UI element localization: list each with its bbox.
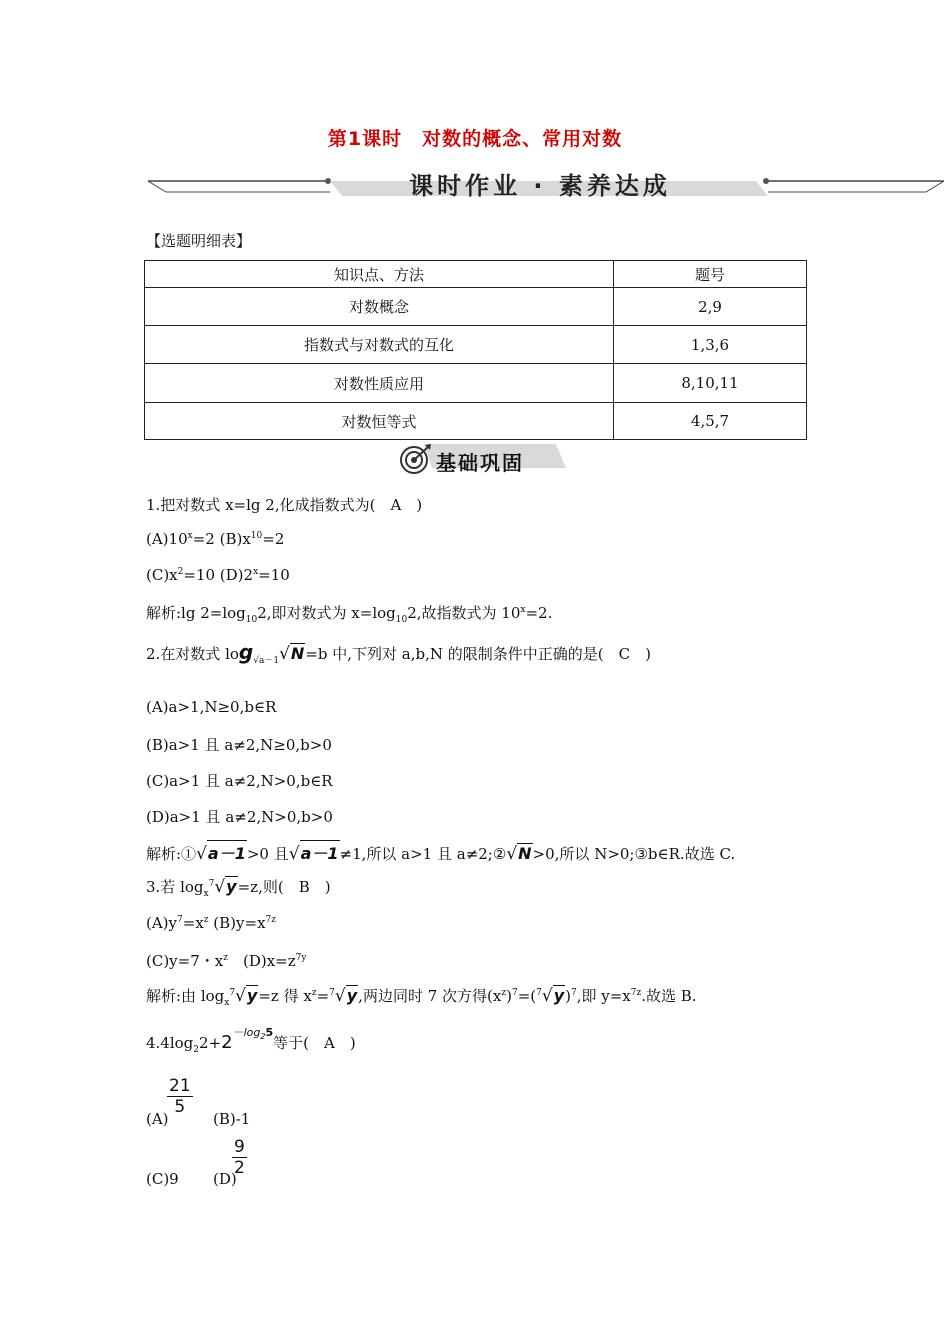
option-text: (D)x=z <box>227 952 296 970</box>
section-title: 基础巩固 <box>436 451 524 475</box>
solution-text: ) <box>565 987 571 1005</box>
stem-text: 等于( A ) <box>273 1034 356 1052</box>
superscript: z <box>311 988 317 998</box>
table-cell-topic: 指数式与对数式的互化 <box>145 326 614 364</box>
superscript: x <box>520 605 526 615</box>
stem-text: =b 中,下列对 a,b,N 的限制条件中正确的是( C ) <box>305 645 651 663</box>
radical-icon: √ <box>214 877 226 897</box>
superscript: 7 <box>570 988 577 998</box>
subscript: 2 <box>260 1032 266 1042</box>
option-text: =2 <box>192 530 215 548</box>
power-base: 2 <box>221 1032 233 1053</box>
subscript: x <box>224 998 230 1008</box>
solution-text: >0,所以 N>0;③b∈R.故选 C. <box>532 845 736 863</box>
radical-icon: √ <box>235 986 246 1006</box>
question-3-options-cd <box>146 950 306 971</box>
solution-text: =( <box>517 987 537 1005</box>
solution-text: =z 得 x <box>258 987 312 1005</box>
radical-icon: √ <box>541 986 553 1006</box>
question-1-solution <box>146 602 552 625</box>
table-row <box>145 288 807 326</box>
denominator: 2 <box>234 1158 245 1178</box>
solution-text: 2,即对数式为 x=log <box>257 604 396 622</box>
table-cell-nums: 4,5,7 <box>614 403 807 440</box>
solution-text: =2. <box>525 604 553 622</box>
subscript: 10 <box>245 615 258 625</box>
table-row <box>145 403 807 440</box>
option-text: (B)y=x <box>208 914 266 932</box>
exponent-text: 5 <box>265 1026 274 1039</box>
question-2-solution <box>146 840 735 864</box>
question-4-stem <box>146 1026 356 1055</box>
option-text: (A)y <box>146 914 178 932</box>
solution-text: 解析:由 log <box>146 987 225 1005</box>
banner-title: 课时作业 · 素养达成 <box>409 172 671 200</box>
superscript: z <box>501 988 507 998</box>
radicand: y <box>553 986 565 1005</box>
fraction-21-5 <box>167 1076 193 1117</box>
question-3-stem <box>146 876 331 899</box>
solution-text: 解析:① <box>146 845 197 863</box>
radical-icon: √ <box>288 844 300 864</box>
superscript: z <box>203 915 209 925</box>
solution-text: 2,故指数式为 10 <box>407 604 521 622</box>
superscript: x <box>253 567 259 577</box>
table-cell-nums: 2,9 <box>614 288 807 326</box>
stem-text: 3.若 log <box>146 878 204 896</box>
stem-text: =z,则( B ) <box>237 878 331 896</box>
root-index: 7 <box>536 988 542 998</box>
root-index: 7 <box>329 988 335 998</box>
option-text: (D)2 <box>215 566 254 584</box>
numerator: 9 <box>234 1137 245 1157</box>
exponent <box>232 1026 274 1042</box>
radicand: a－1 <box>300 840 340 864</box>
question-1-options-ab <box>146 530 284 548</box>
radicand: y <box>226 877 237 896</box>
radical-icon: √ <box>196 844 207 864</box>
question-2-option-d: (D)a>1 且 a≠2,N>0,b>0 <box>146 808 333 826</box>
question-1-stem: 1.把对数式 x=lg 2,化成指数式为( A ) <box>146 496 423 514</box>
radicand: N <box>518 844 532 863</box>
solution-text: ,即 y=x <box>576 987 631 1005</box>
radical-icon: √ <box>334 986 346 1006</box>
radical-icon: √ <box>506 844 518 864</box>
superscript: z <box>223 953 228 963</box>
solution-text: >0 且 <box>246 845 289 863</box>
table-cell-topic: 对数性质应用 <box>145 364 614 403</box>
stem-text: 2.在对数式 lo <box>146 645 239 663</box>
radicand: y <box>246 986 258 1005</box>
superscript: x <box>187 531 193 541</box>
solution-text: .故选 B. <box>641 987 697 1005</box>
subscript: x <box>203 889 209 899</box>
denominator: 5 <box>174 1097 186 1117</box>
superscript: 2 <box>177 567 184 577</box>
table-header-topic: 知识点、方法 <box>145 261 614 288</box>
solution-text: ,两边同时 7 次方得(x <box>358 987 502 1005</box>
question-4-option-b: (B)-1 <box>213 1110 251 1128</box>
solution-text: 解析:lg 2=log <box>146 604 246 622</box>
solution-text: ) <box>506 987 512 1005</box>
question-2-option-b: (B)a>1 且 a≠2,N≥0,b>0 <box>146 736 332 754</box>
question-2-option-a: (A)a>1,N≥0,b∈R <box>146 698 277 716</box>
table-cell-topic: 对数概念 <box>145 288 614 326</box>
radicand: a－1 <box>207 840 247 864</box>
subscript: √a－1 <box>253 656 280 666</box>
question-3-options-ab <box>146 914 276 932</box>
exponent-text: －log <box>232 1026 261 1039</box>
superscript: 7z <box>265 915 276 925</box>
subscript: 10 <box>395 615 408 625</box>
superscript: 7 <box>177 915 183 925</box>
question-3-solution <box>146 985 697 1008</box>
table-cell-topic: 对数恒等式 <box>145 403 614 440</box>
question-1-options-cd <box>146 566 290 584</box>
radical-icon: √ <box>279 644 290 664</box>
option-text: =2 <box>262 530 285 548</box>
table-row <box>145 364 807 403</box>
topic-table <box>144 260 807 440</box>
superscript: 7z <box>630 988 642 998</box>
radicand: y <box>346 986 358 1005</box>
question-2-option-c: (C)a>1 且 a≠2,N>0,b∈R <box>146 772 333 790</box>
stem-text: 4.4log <box>146 1034 194 1052</box>
option-text: =x <box>182 914 204 932</box>
question-4-option-a: (A) <box>146 1110 169 1128</box>
superscript: 10 <box>250 531 263 541</box>
superscript: 7y <box>295 953 307 963</box>
fraction-9-2 <box>232 1137 247 1178</box>
question-4-option-c: (C)9 <box>146 1170 179 1188</box>
root-index: 7 <box>229 988 236 998</box>
lesson-title: 第1课时 对数的概念、常用对数 <box>327 128 623 150</box>
root-index: 7 <box>208 879 215 889</box>
solution-text: = <box>316 987 330 1005</box>
option-text: =10 <box>183 566 216 584</box>
table-label: 【选题明细表】 <box>146 232 252 250</box>
math-g: g <box>238 640 254 664</box>
question-4-option-d: (D) <box>213 1170 237 1188</box>
table-row <box>145 326 807 364</box>
table-header-nums: 题号 <box>614 261 807 288</box>
option-text: (C)x <box>146 566 178 584</box>
numerator: 21 <box>169 1076 191 1096</box>
subscript: 2 <box>193 1045 200 1055</box>
table-cell-nums: 1,3,6 <box>614 326 807 364</box>
radicand: N <box>290 644 305 663</box>
stem-text: 2+ <box>199 1034 222 1052</box>
option-text: (B)x <box>214 530 251 548</box>
option-text: (A)10 <box>146 530 188 548</box>
table-cell-nums: 8,10,11 <box>614 364 807 403</box>
question-2-stem <box>146 640 651 666</box>
target-icon <box>398 443 432 475</box>
option-text: =10 <box>258 566 290 584</box>
option-text: (C)y=7・x <box>146 952 224 970</box>
solution-text: ≠1,所以 a>1 且 a≠2;② <box>339 845 507 863</box>
table-header-row <box>145 261 807 288</box>
superscript: 7 <box>511 988 518 998</box>
